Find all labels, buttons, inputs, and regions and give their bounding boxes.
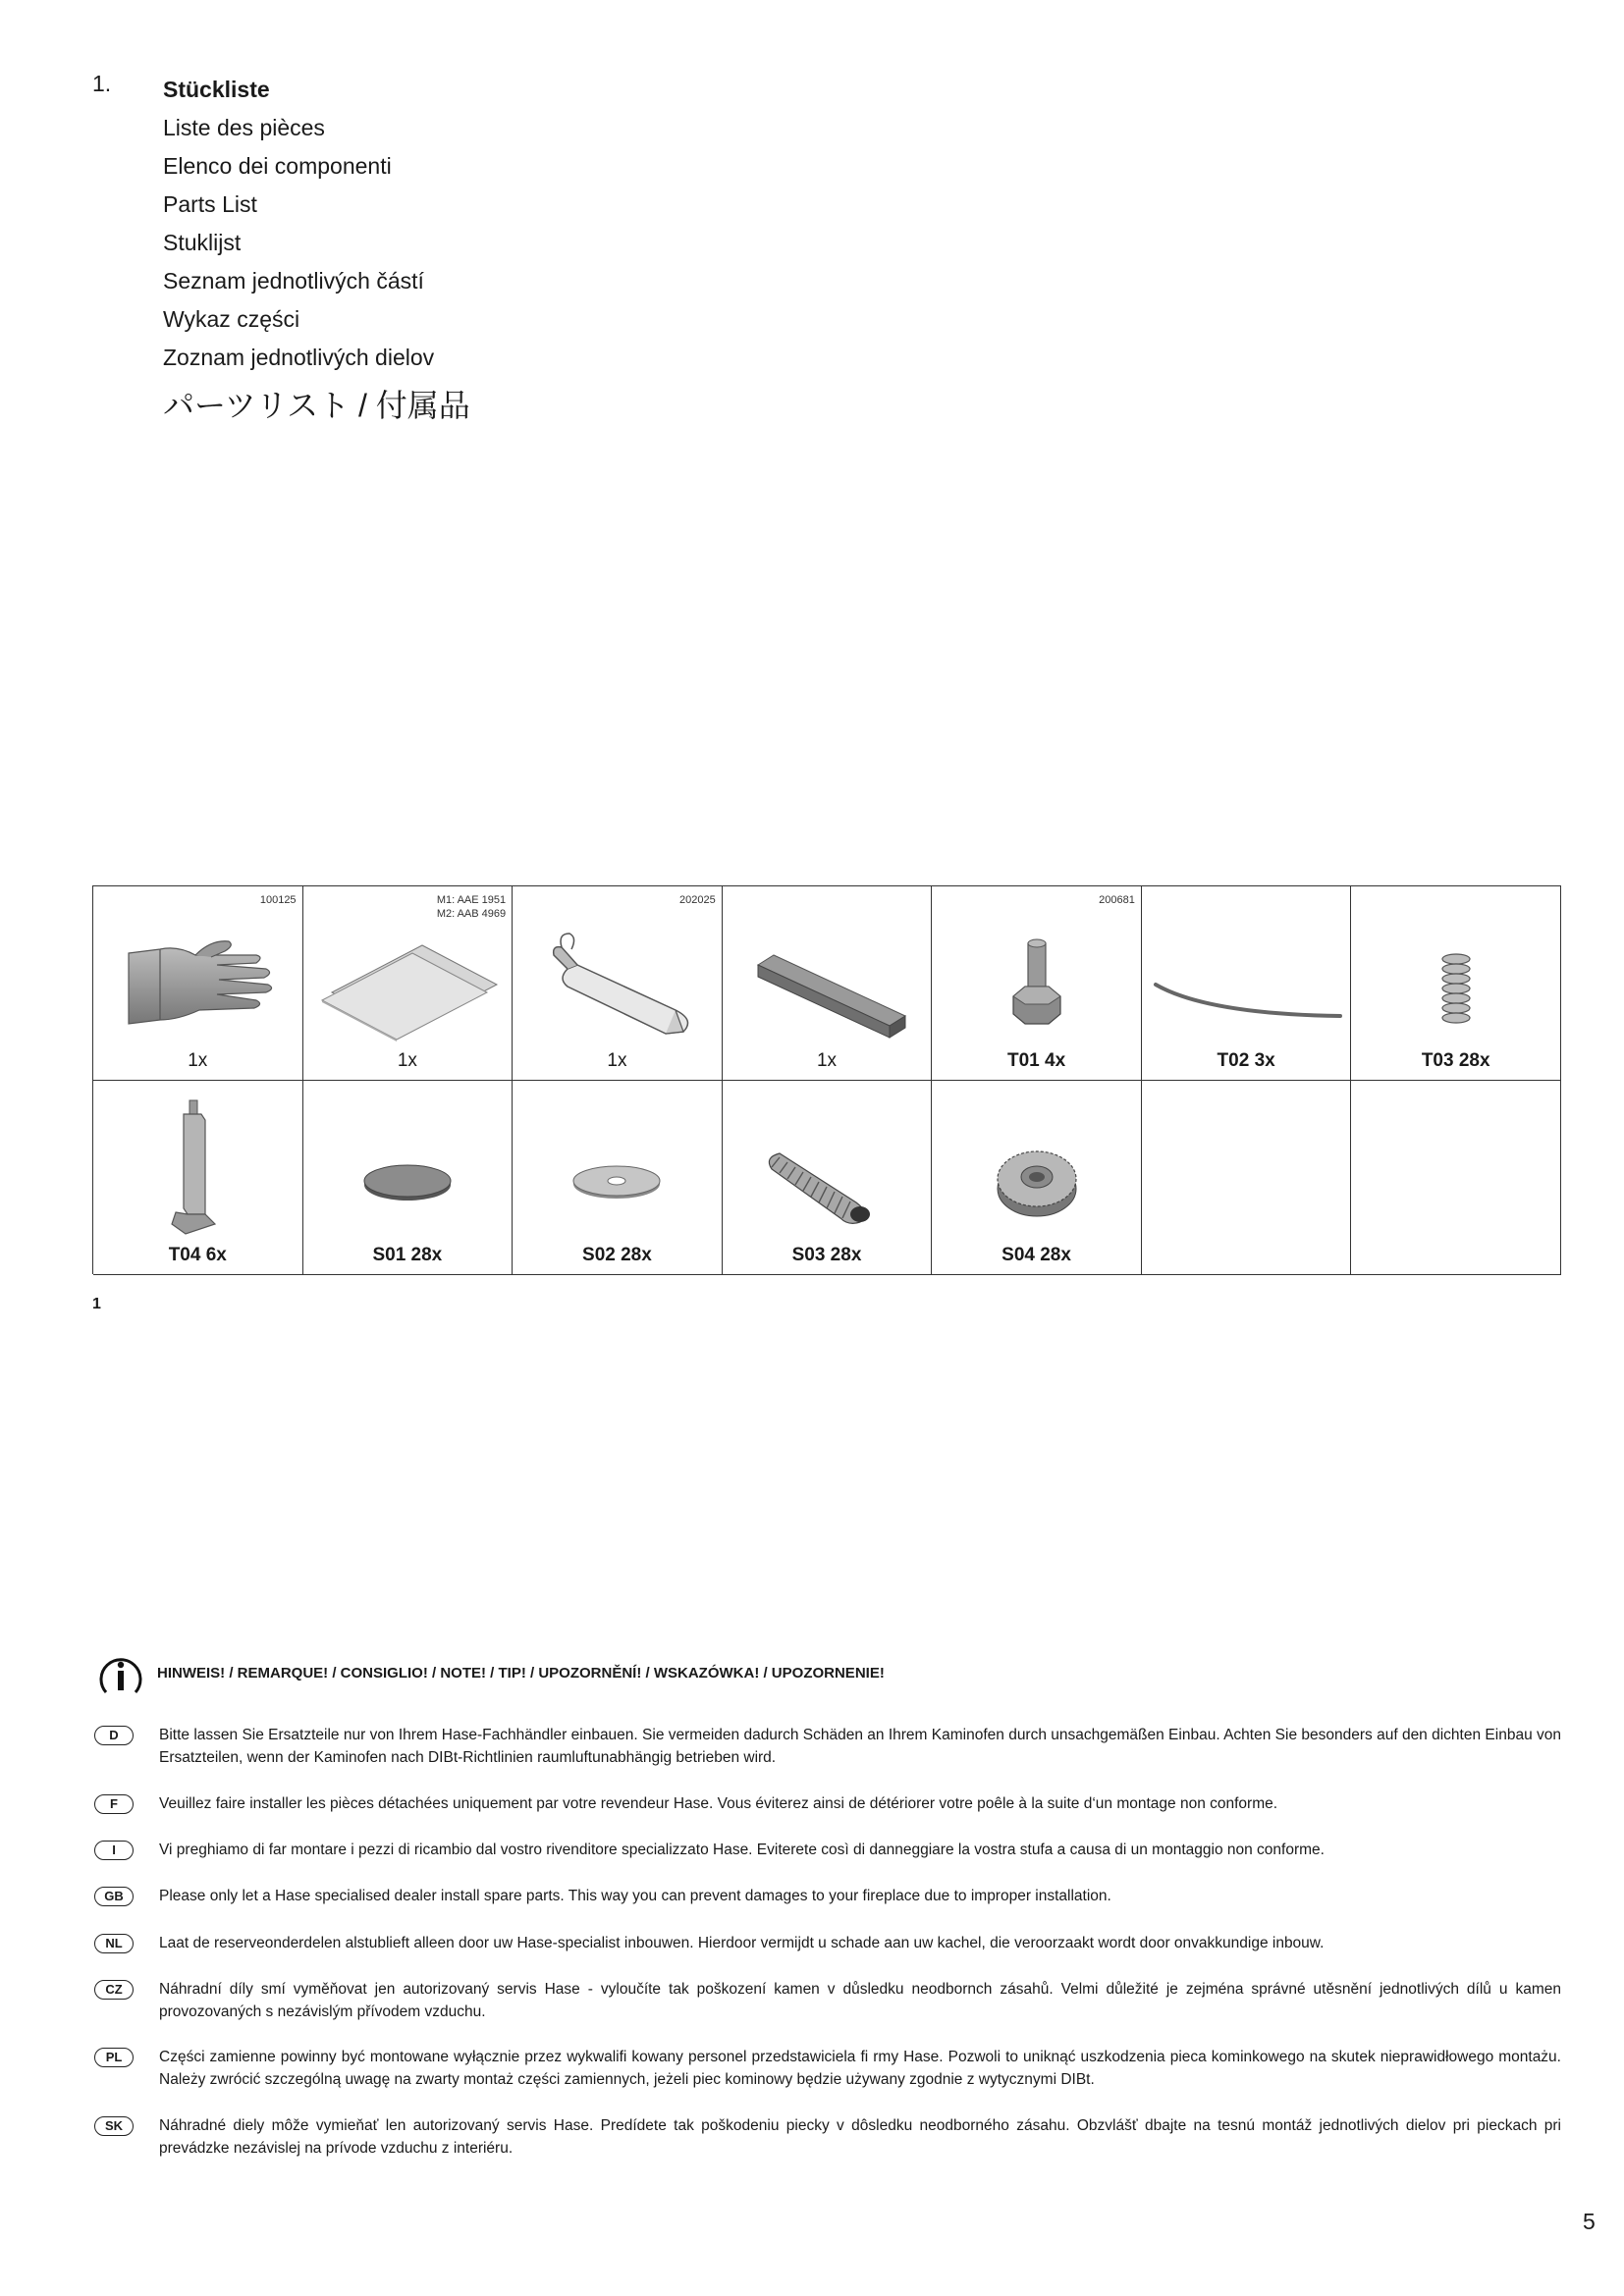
note-text: Please only let a Hase specialised dealer install spare parts. This way you can prevent damages to your fireplace due to improper installation. bbox=[159, 1888, 1111, 1904]
part-qty: T03 28x bbox=[1421, 1050, 1490, 1071]
figure-number: 1 bbox=[92, 1296, 101, 1312]
note-text: Náhradní díly smí vyměňovat jen autorizovaný servis Hase - vyloučíte tak poškození kamen v důsledku neodbornch zásahů. Velmi důležité je zejména správné utěsnění jednotlivých dílů u kamen provozovaných s nezávislým přívodem vzduchu. bbox=[159, 1981, 1561, 2020]
part-cell-t04 bbox=[93, 1081, 303, 1275]
title-fr: Liste des pièces bbox=[163, 115, 325, 140]
info-icon bbox=[92, 1653, 149, 1696]
lang-badge: PL bbox=[94, 2048, 134, 2067]
part-cell-s03 bbox=[723, 1081, 933, 1275]
part-cell-bar bbox=[723, 886, 933, 1081]
part-cell-t02 bbox=[1142, 886, 1352, 1081]
lang-badge: F bbox=[94, 1794, 134, 1814]
part-cell-glove bbox=[93, 886, 303, 1081]
part-cell-t03 bbox=[1351, 886, 1561, 1081]
part-qty: 1x bbox=[607, 1050, 627, 1071]
lang-badge: GB bbox=[94, 1887, 134, 1906]
part-qty: 1x bbox=[188, 1050, 208, 1071]
threaded-sleeve-icon bbox=[758, 1120, 895, 1238]
note-text: Náhradné diely môže vymieňať len autorizovaný servis Hase. Predídete tak poškodeniu piecky v dôsledku neodborného zásahu. Obzvlášť dbajte na tesnú montáž jednotlivých dielov pri pieckach pri prevádzke nezávislej na prívode vzduchu z interiéru. bbox=[159, 2117, 1561, 2157]
bracket-icon bbox=[158, 1096, 237, 1244]
part-qty: S01 28x bbox=[372, 1245, 443, 1265]
lang-badge: CZ bbox=[94, 1980, 134, 2000]
paint-tube-icon bbox=[528, 926, 705, 1043]
note-text: Veuillez faire installer les pièces détachées uniquement par votre revendeur Hase. Vous éviterez ainsi de détériorer votre poêle à la suite d‘un montage non conforme. bbox=[159, 1795, 1278, 1812]
part-cell-s01 bbox=[303, 1081, 514, 1275]
page-number: 5 bbox=[1583, 2209, 1596, 2234]
part-qty: S03 28x bbox=[791, 1245, 862, 1265]
title-jp: パーツリスト / 付属品 bbox=[163, 388, 470, 423]
disc-icon bbox=[349, 1120, 466, 1238]
lang-badge: D bbox=[94, 1726, 134, 1745]
manuals-icon bbox=[314, 926, 501, 1043]
part-code: 200681 bbox=[1099, 894, 1135, 906]
part-qty: T04 6x bbox=[168, 1245, 227, 1265]
part-code: M1: AAE 1951 M2: AAB 4969 bbox=[436, 894, 507, 920]
wire-icon bbox=[1148, 926, 1344, 1043]
part-cell-s04 bbox=[932, 1081, 1142, 1275]
part-qty: S02 28x bbox=[582, 1245, 652, 1265]
title-sk: Zoznam jednotlivých dielov bbox=[163, 345, 435, 370]
spring-icon bbox=[1417, 926, 1495, 1043]
part-cell-paint-tube bbox=[513, 886, 723, 1081]
title-en: Parts List bbox=[163, 191, 257, 217]
note-text: Części zamienne powinny być montowane wyłącznie przez wykwalifi kowany personel przedstawiciela fi rmy Hase. Pozwoli to uniknąć uszkodzenia pieca kominkowego na skutek nieprawidłowego montażu. Należy zwrócić szczególną uwagę na zwarty montaż części zamiennych, jeżeli piec kominowy będzie używany zgodnie z wytycznymi DIBt. bbox=[159, 2049, 1561, 2088]
parts-list-table bbox=[92, 885, 1561, 1274]
title-de: Stückliste bbox=[163, 77, 270, 102]
title-it: Elenco dei componenti bbox=[163, 153, 392, 179]
info-header bbox=[92, 1653, 1561, 1694]
section-titles bbox=[163, 71, 850, 430]
title-cz: Seznam jednotlivých částí bbox=[163, 268, 424, 294]
part-qty: T01 4x bbox=[1006, 1050, 1066, 1071]
part-cell-t01 bbox=[932, 886, 1142, 1081]
note-text: Bitte lassen Sie Ersatzteile nur von Ihrem Hase-Fachhändler einbauen. Sie vermeiden dadurch Schäden an Ihrem Kaminofen durch unsachgemäßen Einbau. Achten Sie besonders auf den dichten Einbau von Ersatzteilen, wenn der Kaminofen nach DIBt-Richtlinien raumluftunabhängig betrieben wird. bbox=[159, 1727, 1561, 1766]
title-pl: Wykaz części bbox=[163, 306, 300, 332]
part-qty: 1x bbox=[816, 1050, 838, 1071]
washer-icon bbox=[558, 1120, 676, 1238]
part-qty: 1x bbox=[397, 1050, 417, 1071]
part-qty: T02 3x bbox=[1217, 1050, 1275, 1071]
info-title: HINWEIS! / REMARQUE! / CONSIGLIO! / NOTE! / TIP! / UPOZORNĚNÍ! / WSKAZÓWKA! / UPOZORNENIE! bbox=[157, 1665, 885, 1682]
title-nl: Stuklijst bbox=[163, 230, 242, 255]
part-code: 100125 bbox=[259, 894, 297, 906]
part-qty: S04 28x bbox=[1001, 1245, 1071, 1265]
bar-icon bbox=[738, 926, 915, 1043]
section-number: 1. bbox=[92, 71, 112, 96]
lang-badge: NL bbox=[94, 1934, 134, 1953]
hex-foot-icon bbox=[978, 926, 1096, 1043]
knurled-nut-icon bbox=[978, 1120, 1096, 1238]
part-code: 202025 bbox=[678, 894, 716, 906]
part-cell-s02 bbox=[513, 1081, 723, 1275]
note-text: Laat de reserveonderdelen alstublieft alleen door uw Hase-specialist inbouwen. Hierdoor vermijdt u schade aan uw kachel, die veroorzaakt wordt door onvakkundige inbouw. bbox=[159, 1935, 1325, 1951]
info-notes bbox=[92, 1653, 1561, 2157]
lang-badge: SK bbox=[94, 2116, 134, 2136]
lang-badge: I bbox=[94, 1841, 134, 1860]
part-cell-manuals bbox=[303, 886, 514, 1081]
glove-icon bbox=[109, 926, 286, 1043]
part-cell-empty bbox=[1142, 1081, 1352, 1275]
part-cell-empty bbox=[1351, 1081, 1561, 1275]
note-text: Vi preghiamo di far montare i pezzi di ricambio dal vostro rivenditore specializzato Hase. Eviterete così di danneggiare la vostra stufa a causa di un montaggio non conforme. bbox=[159, 1842, 1325, 1858]
